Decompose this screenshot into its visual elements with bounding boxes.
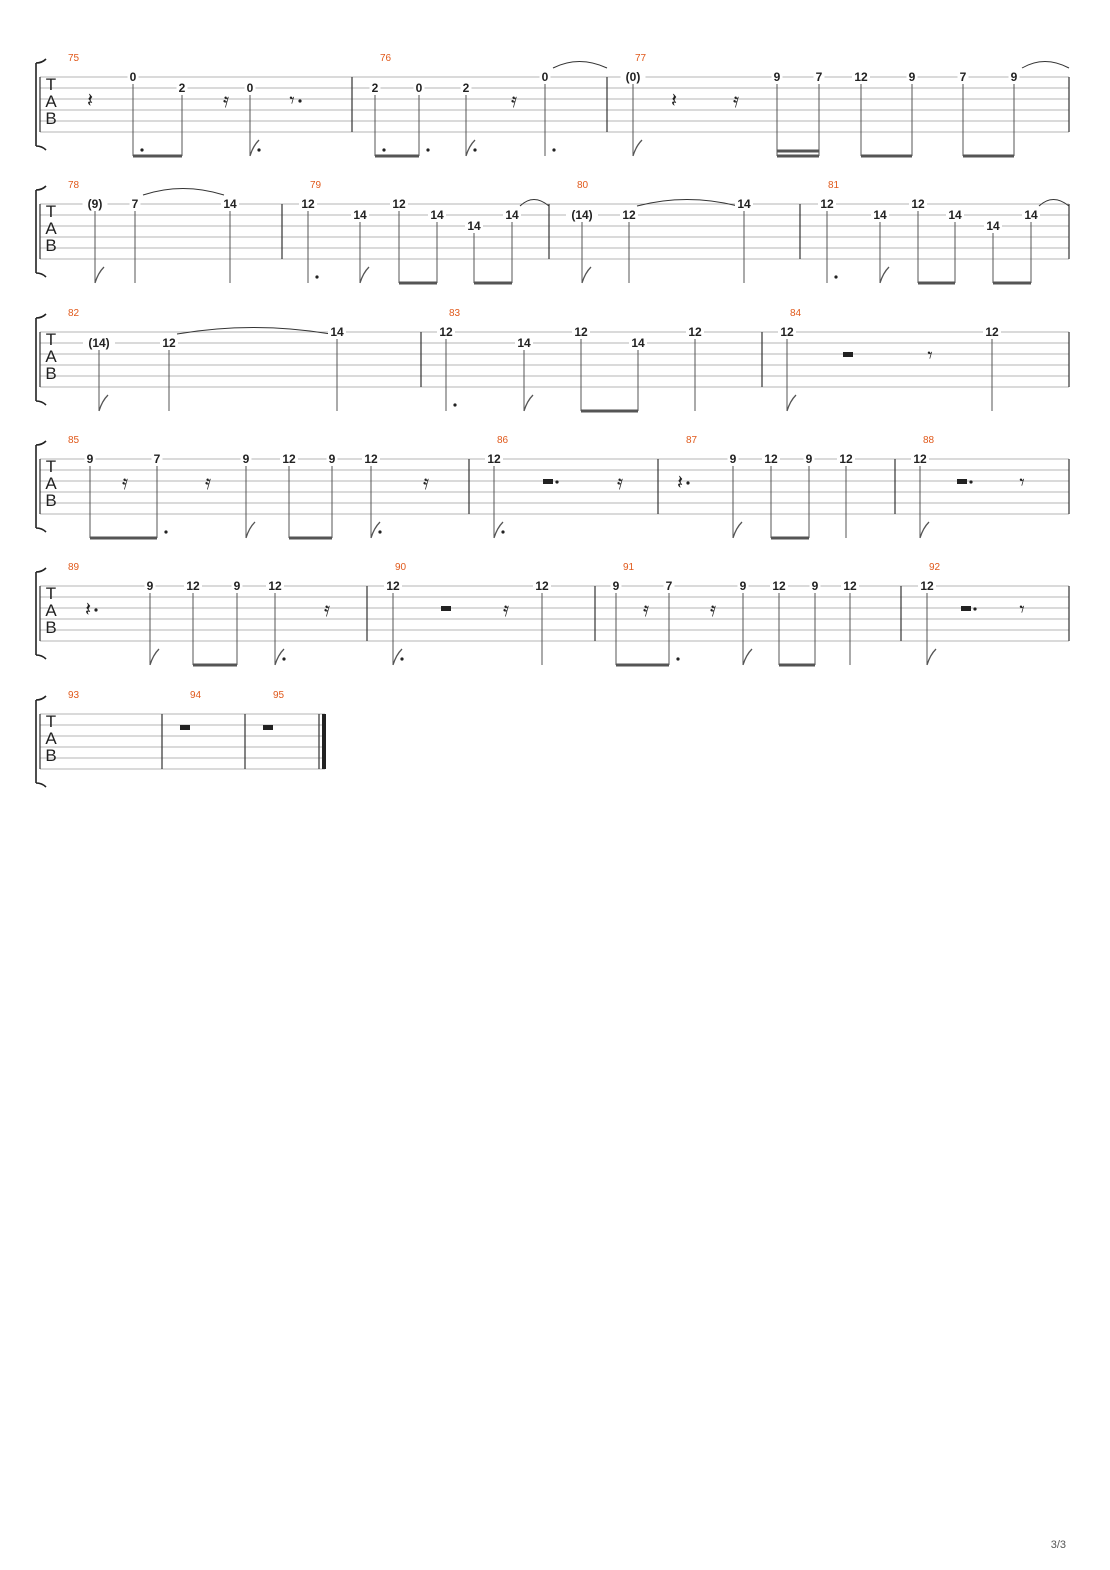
measure bbox=[68, 308, 346, 411]
measure-number: 92 bbox=[929, 562, 941, 573]
augmentation-dot bbox=[453, 403, 456, 406]
fret-number: 12 bbox=[186, 579, 200, 593]
measure-number: 81 bbox=[828, 180, 840, 191]
fret-number: 14 bbox=[873, 208, 887, 222]
fret-number: 12 bbox=[282, 452, 296, 466]
rest-16: 𝄿 bbox=[510, 90, 518, 112]
fret-number: 7 bbox=[959, 70, 967, 84]
fret-number: 14 bbox=[1024, 208, 1038, 222]
rest-8: 𝄾 bbox=[1019, 599, 1025, 621]
note-flag bbox=[95, 267, 104, 283]
rest-half-dotted bbox=[957, 479, 967, 484]
fret-number: 7 bbox=[815, 70, 823, 84]
tab-clef-letter: A bbox=[45, 601, 57, 620]
rest-dot bbox=[94, 608, 97, 611]
tab-clef-letter: T bbox=[45, 202, 57, 221]
measure-number: 83 bbox=[449, 308, 461, 319]
fret-number: 9 bbox=[328, 452, 336, 466]
note-flag bbox=[246, 522, 255, 538]
fret-number: 12 bbox=[764, 452, 778, 466]
measure-number: 84 bbox=[790, 308, 802, 319]
tab-clef-letter: T bbox=[45, 457, 57, 476]
fret-number: 2 bbox=[178, 81, 186, 95]
fret-number: (14) bbox=[88, 336, 110, 350]
rest-dot bbox=[973, 607, 976, 610]
rest-whole bbox=[180, 725, 190, 730]
measure-number: 88 bbox=[923, 435, 935, 446]
fret-number: 12 bbox=[780, 325, 794, 339]
fret-number: 9 bbox=[86, 452, 94, 466]
rest-16: 𝄿 bbox=[616, 472, 624, 494]
rest-half bbox=[441, 606, 451, 611]
fret-number: 14 bbox=[353, 208, 367, 222]
measure-number: 95 bbox=[273, 690, 285, 701]
rest-16: 𝄿 bbox=[422, 472, 430, 494]
augmentation-dot bbox=[552, 148, 555, 151]
fret-number: (9) bbox=[87, 197, 103, 211]
final-barline-thick bbox=[322, 714, 326, 769]
measure bbox=[911, 435, 1025, 538]
fret-number: 12 bbox=[364, 452, 378, 466]
fret-number: 14 bbox=[430, 208, 444, 222]
measure-number: 90 bbox=[395, 562, 407, 573]
fret-number: 12 bbox=[854, 70, 868, 84]
measure-number: 82 bbox=[68, 308, 80, 319]
note-flag bbox=[99, 395, 108, 411]
rest-16: 𝄿 bbox=[732, 90, 740, 112]
augmentation-dot bbox=[378, 530, 381, 533]
measure bbox=[437, 308, 704, 411]
fret-number: 0 bbox=[541, 70, 549, 84]
fret-number: 12 bbox=[386, 579, 400, 593]
measure-number: 91 bbox=[623, 562, 635, 573]
fret-number: 12 bbox=[913, 452, 927, 466]
note-flag bbox=[920, 522, 929, 538]
fret-number: 14 bbox=[330, 325, 344, 339]
measure-number: 75 bbox=[68, 53, 80, 64]
tie-arc bbox=[177, 328, 331, 335]
rest-half-dotted bbox=[543, 479, 553, 484]
fret-number: 12 bbox=[301, 197, 315, 211]
measure-number: 89 bbox=[68, 562, 80, 573]
fret-number: 14 bbox=[223, 197, 237, 211]
page-number: 3/3 bbox=[1050, 1539, 1066, 1551]
staff-system bbox=[36, 690, 326, 787]
staff-system bbox=[36, 308, 1069, 411]
augmentation-dot bbox=[501, 530, 504, 533]
tab-clef-letter: B bbox=[45, 618, 57, 637]
measure bbox=[68, 690, 80, 701]
tab-clef-letter: T bbox=[45, 712, 57, 731]
fret-number: 0 bbox=[246, 81, 254, 95]
measure bbox=[818, 180, 1069, 283]
fret-number: 12 bbox=[439, 325, 453, 339]
rest-dot bbox=[555, 480, 558, 483]
staff-system bbox=[36, 435, 1069, 538]
fret-number: 9 bbox=[739, 579, 747, 593]
tab-clef-letter: A bbox=[45, 474, 57, 493]
fret-number: 14 bbox=[517, 336, 531, 350]
rest-whole bbox=[263, 725, 273, 730]
fret-number: 12 bbox=[162, 336, 176, 350]
tie-arc bbox=[143, 189, 224, 196]
rest-quarter: 𝄽 bbox=[86, 90, 94, 112]
fret-number: 12 bbox=[622, 208, 636, 222]
measure bbox=[384, 562, 551, 665]
rest-quarter: 𝄽 bbox=[670, 90, 678, 112]
measure bbox=[611, 562, 860, 665]
rest-quarter-dotted: 𝄽 bbox=[676, 472, 684, 494]
augmentation-dot bbox=[400, 657, 403, 660]
augmentation-dot bbox=[382, 148, 385, 151]
measure bbox=[566, 180, 753, 283]
measure bbox=[68, 562, 330, 665]
measure bbox=[68, 53, 302, 156]
fret-number: 0 bbox=[129, 70, 137, 84]
augmentation-dot bbox=[473, 148, 476, 151]
measure-number: 79 bbox=[310, 180, 322, 191]
rest-dot bbox=[298, 99, 301, 102]
rest-half-dotted bbox=[961, 606, 971, 611]
fret-number: 9 bbox=[729, 452, 737, 466]
note-flag bbox=[275, 649, 284, 665]
note-flag bbox=[371, 522, 380, 538]
fret-number: 9 bbox=[811, 579, 819, 593]
tab-clef-letter: B bbox=[45, 746, 57, 765]
fret-number: 12 bbox=[843, 579, 857, 593]
rest-quarter-dotted: 𝄽 bbox=[84, 599, 92, 621]
measure-number: 76 bbox=[380, 53, 392, 64]
fret-number: (0) bbox=[625, 70, 641, 84]
augmentation-dot bbox=[140, 148, 143, 151]
augmentation-dot bbox=[676, 657, 679, 660]
fret-number: 14 bbox=[948, 208, 962, 222]
note-flag bbox=[494, 522, 503, 538]
augmentation-dot bbox=[257, 148, 260, 151]
augmentation-dot bbox=[315, 275, 318, 278]
measure bbox=[68, 435, 429, 538]
fret-number: 9 bbox=[1010, 70, 1018, 84]
fret-number: 12 bbox=[392, 197, 406, 211]
tab-clef-letter: A bbox=[45, 219, 57, 238]
fret-number: 0 bbox=[415, 81, 423, 95]
measure bbox=[180, 690, 202, 730]
fret-number: 12 bbox=[268, 579, 282, 593]
measure bbox=[370, 53, 608, 156]
measure bbox=[485, 435, 623, 538]
fret-number: 12 bbox=[839, 452, 853, 466]
tab-clef-letter: A bbox=[45, 729, 57, 748]
fret-number: 14 bbox=[737, 197, 751, 211]
fret-number: 2 bbox=[462, 81, 470, 95]
tie-arc bbox=[637, 200, 738, 207]
measure-number: 77 bbox=[635, 53, 647, 64]
note-flag bbox=[633, 140, 642, 156]
fret-number: 12 bbox=[820, 197, 834, 211]
fret-number: 9 bbox=[773, 70, 781, 84]
measure bbox=[299, 180, 549, 283]
tab-clef-letter: A bbox=[45, 92, 57, 111]
fret-number: 12 bbox=[911, 197, 925, 211]
note-flag bbox=[733, 522, 742, 538]
note-flag bbox=[582, 267, 591, 283]
fret-number: 12 bbox=[688, 325, 702, 339]
measure-number: 87 bbox=[686, 435, 698, 446]
rest-16: 𝄿 bbox=[709, 599, 717, 621]
fret-number: 9 bbox=[908, 70, 916, 84]
fret-number: 7 bbox=[665, 579, 673, 593]
fret-number: 12 bbox=[985, 325, 999, 339]
fret-number: 12 bbox=[574, 325, 588, 339]
tie-arc bbox=[1022, 62, 1069, 69]
augmentation-dot bbox=[164, 530, 167, 533]
tie-arc bbox=[1039, 200, 1069, 207]
fret-number: 14 bbox=[505, 208, 519, 222]
rest-half bbox=[843, 352, 853, 357]
rest-8: 𝄾 bbox=[927, 345, 933, 367]
tab-clef-letter: B bbox=[45, 491, 57, 510]
staff-system bbox=[36, 562, 1069, 665]
fret-number: 14 bbox=[631, 336, 645, 350]
fret-number: 12 bbox=[772, 579, 786, 593]
fret-number: 12 bbox=[920, 579, 934, 593]
note-flag bbox=[393, 649, 402, 665]
rest-8: 𝄾 bbox=[1019, 472, 1025, 494]
note-flag bbox=[466, 140, 475, 156]
fret-number: 9 bbox=[612, 579, 620, 593]
note-flag bbox=[880, 267, 889, 283]
rest-16: 𝄿 bbox=[502, 599, 510, 621]
measure bbox=[778, 308, 1001, 411]
measure bbox=[621, 53, 1070, 156]
note-flag bbox=[524, 395, 533, 411]
augmentation-dot bbox=[282, 657, 285, 660]
fret-number: 9 bbox=[233, 579, 241, 593]
measure-number: 78 bbox=[68, 180, 80, 191]
tab-clef-letter: B bbox=[45, 364, 57, 383]
note-flag bbox=[250, 140, 259, 156]
fret-number: 7 bbox=[153, 452, 161, 466]
rest-dot bbox=[969, 480, 972, 483]
measure-number: 93 bbox=[68, 690, 80, 701]
staff-system bbox=[36, 180, 1069, 283]
rest-8d: 𝄾 bbox=[289, 90, 295, 112]
measure-number: 85 bbox=[68, 435, 80, 446]
measure bbox=[677, 435, 855, 538]
rest-16: 𝄿 bbox=[222, 90, 230, 112]
fret-number: 14 bbox=[467, 219, 481, 233]
rest-16: 𝄿 bbox=[323, 599, 331, 621]
tab-clef-letter: B bbox=[45, 236, 57, 255]
fret-number: 12 bbox=[535, 579, 549, 593]
fret-number: 9 bbox=[242, 452, 250, 466]
tie-arc bbox=[553, 62, 607, 69]
rest-16: 𝄿 bbox=[642, 599, 650, 621]
measure bbox=[68, 180, 239, 283]
fret-number: 2 bbox=[371, 81, 379, 95]
tie-arc bbox=[520, 200, 549, 207]
measure bbox=[918, 562, 1025, 665]
augmentation-dot bbox=[834, 275, 837, 278]
tab-clef-letter: A bbox=[45, 347, 57, 366]
note-flag bbox=[927, 649, 936, 665]
tab-clef-letter: B bbox=[45, 109, 57, 128]
measure-number: 80 bbox=[577, 180, 589, 191]
fret-number: 7 bbox=[131, 197, 139, 211]
fret-number: (14) bbox=[571, 208, 593, 222]
note-flag bbox=[743, 649, 752, 665]
measure-number: 86 bbox=[497, 435, 509, 446]
tab-clef-letter: T bbox=[45, 330, 57, 349]
fret-number: 9 bbox=[805, 452, 813, 466]
fret-number: 9 bbox=[146, 579, 154, 593]
augmentation-dot bbox=[426, 148, 429, 151]
tab-clef-letter: T bbox=[45, 75, 57, 94]
tab-clef-letter: T bbox=[45, 584, 57, 603]
note-flag bbox=[150, 649, 159, 665]
rest-dot bbox=[686, 481, 689, 484]
rest-16: 𝄿 bbox=[121, 472, 129, 494]
measure-number: 94 bbox=[190, 690, 202, 701]
note-flag bbox=[360, 267, 369, 283]
measure bbox=[263, 690, 285, 730]
rest-16: 𝄿 bbox=[204, 472, 212, 494]
fret-number: 14 bbox=[986, 219, 1000, 233]
fret-number: 12 bbox=[487, 452, 501, 466]
staff-system bbox=[36, 53, 1069, 156]
note-flag bbox=[787, 395, 796, 411]
